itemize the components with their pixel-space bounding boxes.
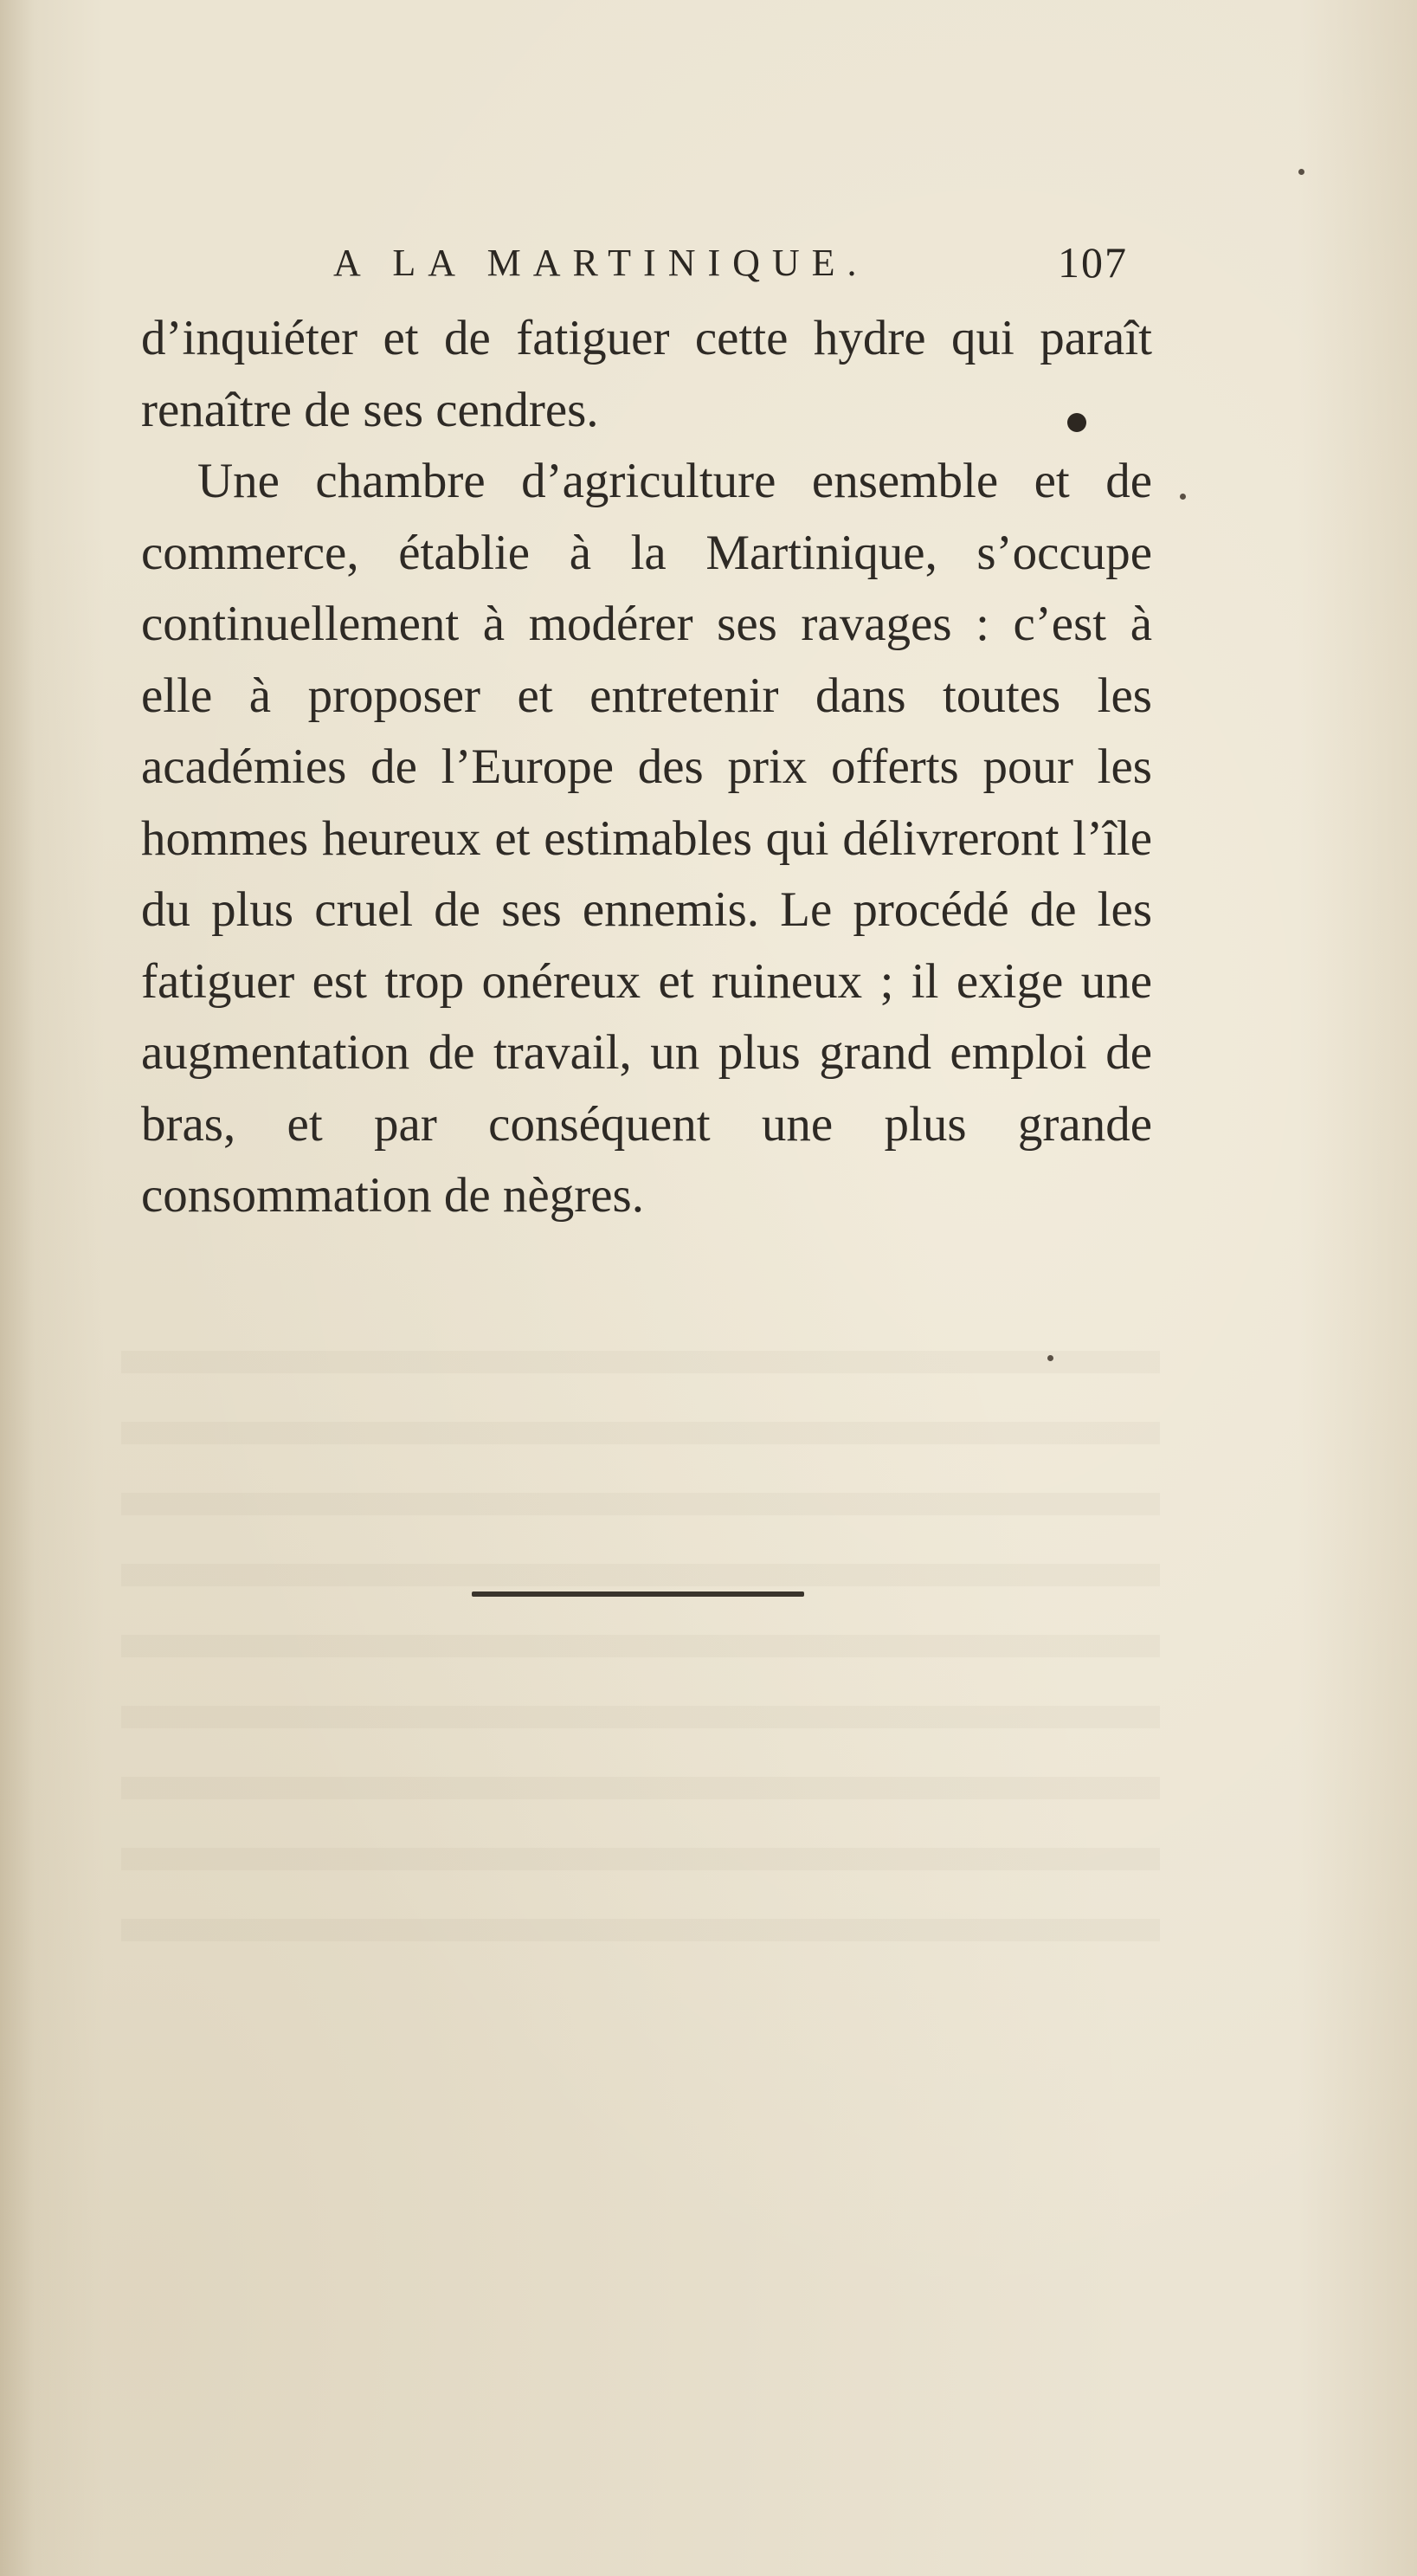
paragraph-continuation: d’inquiéter et de fatiguer cette hydre qui paraît renaître de ses cendres. (141, 311, 1152, 437)
end-rule (472, 1591, 804, 1597)
ink-spot (1067, 413, 1086, 432)
show-through-text (121, 1351, 1160, 1957)
paper-speck (1047, 1355, 1053, 1361)
paragraph: Une chambre d’agriculture ensemble et de commerce, établie à la Martinique, s’occupe continuellement à modérer ses ravages : c’est à elle à proposer et entretenir dans toutes les académies de l’Europe des prix offerts pour les hommes heureux et estimables qui délivreront l’île du plus cruel de ses ennemis. Le procédé de les fatiguer est trop onéreux et ruineux ; il exige une augmentation de travail, un plus grand emploi de bras, et par conséquent une plus grande consommation de nègres. (141, 454, 1152, 1223)
page-number: 107 (1058, 238, 1128, 287)
paper-speck (1298, 169, 1304, 175)
body-text (141, 303, 1152, 1232)
paper-speck (1180, 494, 1186, 500)
running-head: A LA MARTINIQUE. (333, 242, 869, 284)
